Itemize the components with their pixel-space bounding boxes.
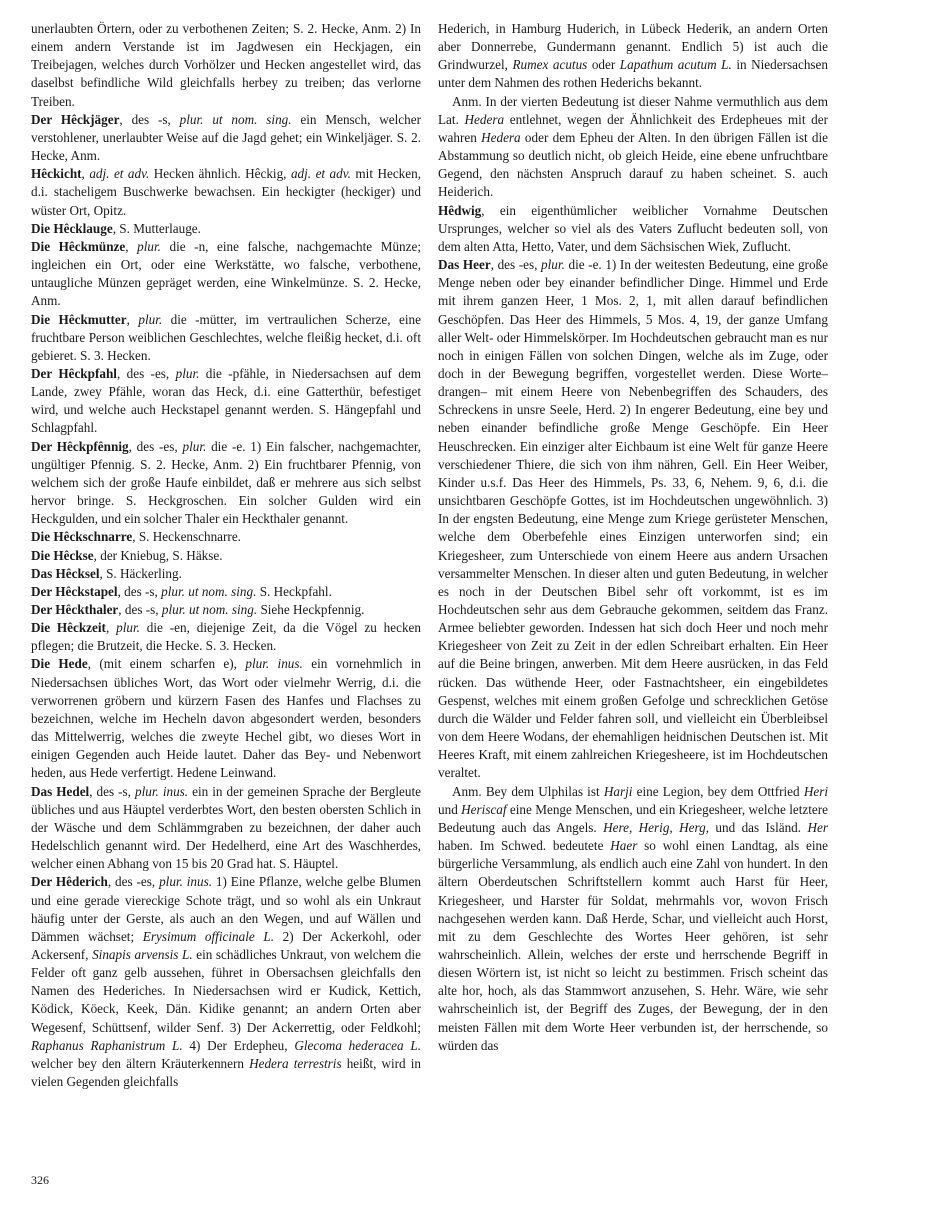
- entry-hecksel: Das Hêcksel, S. Häckerling.: [31, 565, 182, 581]
- entry-paragraph: unerlaubten Örtern, oder zu verbothenen Zeiten; S. 2. Hecke, Anm. 2) In einem andern Verstande ist im Jagdwesen ein Heckjagen, ein Treibejagen, welches durch Vorhölzer und Hecken angestellet wird, das daselbst befindliche Wild gleichfalls herbey zu treiben; das verlorne Treiben.: [31, 21, 421, 109]
- headword: Hêdwig: [438, 202, 482, 218]
- headword: Die Hêckzeit: [31, 620, 106, 636]
- italic-term: Hedera: [464, 111, 505, 127]
- headword: Der Hêckjäger: [31, 111, 120, 127]
- italic-term: Hedera: [481, 129, 521, 145]
- entry-heckmutter: Die Hêckmutter, plur. die -mütter, im vertraulichen Scherze, eine fruchtbare Person weiblichen Geschlechtes, welche fleißig hecket, d.i. oft gebieret. S. 3. Hecken.: [31, 311, 421, 363]
- entry-heckse: Die Hêckse, der Kniebug, S. Häkse.: [31, 547, 223, 563]
- headword: Hêckicht: [31, 166, 82, 182]
- italic-term: plur.: [175, 365, 200, 381]
- italic-term: plur.: [182, 438, 207, 454]
- entry-hede: Die Hede, (mit einem scharfen e), plur. inus. ein vornehmlich in Niedersachsen übliches Wort, das Wort oder vielmehr Werrig, d.i. die verworrenen gröbern und kürzern Fasen des Hanfes und Flachses zu bezeichnen, welche im Hecheln davon abgesondert werden, besonders das Mittelwerrig, welches die zweyte Hechel gibt, wo dieses Wort in einigen Gegenden auch Heide lautet. Daher das Bey- und Nebenwort heden, aus Hede verfertigt. Hedene Leinwand.: [31, 656, 421, 781]
- headword: Der Hêckpfahl: [31, 365, 117, 381]
- entry-hederich: Der Hêderich, des -es, plur. inus. 1) Eine Pflanze, welche gelbe Blumen und eine gerade viereckige Schote trägt, und so wohl als ein Unkraut häufig unter der Gerste, als auch an den Wegen, und auf Wällen und Dämmen wächset; Erysimum officinale L. 2) Der Ackerkohl, oder Ackersenf, Sinapis arvensis L. ein schädliches Unkraut, von welchem die Felder oft ganz gelb aussehen, führet in Obersachsen gleichfalls den Namen des Hederiches. In Niedersachsen wird er Kudick, Kettich, Ködick, Köeck, Keek, Dän. Kidike genannt; an andern Orten aber Wegesenf, Schüttsenf, wilder Senf. 3) Der Ackerrettig, oder Feldkohl; Raphanus Raphanistrum L. 4) Der Erdepheu, Glecoma hederacea L. welcher bey den ältern Kräuterkennern Hedera terrestris heißt, wird in vielen Gegenden gleichfalls: [31, 874, 422, 1090]
- italic-term: plur. ut nom. sing.: [161, 602, 258, 617]
- headword: Die Hêckse: [31, 547, 94, 563]
- italic-term: plur. inus.: [134, 783, 189, 799]
- entry-hecklauge: Die Hêcklauge, S. Mutterlauge.: [31, 220, 201, 236]
- italic-term: plur. inus.: [159, 874, 213, 890]
- italic-term: adj. et adv.: [89, 166, 150, 182]
- italic-term: Heriscaf: [461, 801, 507, 817]
- italic-term: Here, Herig, Herg,: [603, 819, 710, 835]
- italic-term: Her: [807, 819, 828, 835]
- entry-hederich-continued: Hederich, in Hamburg Huderich, in Lübeck Hederik, an andern Orten aber Donnerrebe, Gundermann genannt. Endlich 5) ist auch die Grindwurzel, Rumex acutus oder Lapathum acutum L. in Niedersachsen unter dem Nahmen des rothen Hederichs bekannt.: [438, 21, 828, 91]
- entry-hedel: Das Hedel, des -s, plur. inus. ein in der gemeinen Sprache der Bergleute übliches und aus Häuptel verderbtes Wort, den besten obersten Schlich in der Wäsche und dem Schlämmgraben zu bezeichnen, der daher auch Hedelschlich genannt wird. Der Hedelherd, eine Art des Waschherdes, welcher einen Abhang von 15 bis 20 Grad hat. S. Häuptel.: [31, 783, 422, 872]
- entry-heckpfennig: Der Hêckpfênnig, des -es, plur. die -e. 1) Ein falscher, nachgemachter, ungültiger Pfennig. S. 2. Hecke, Anm. 2) Ein fruchtbarer Pfennig, von welchem sich der große Haufe einbildet, daß er mehrere aus sich selbst hervor bringe. S. Heckgroschen. Ein solcher Gulden wird ein Heckgulden, und ein solcher Thaler ein Heckthaler genannt.: [31, 438, 421, 527]
- entry-heckicht: Hêckicht, adj. et adv. Hecken ähnlich. Hêckig, adj. et adv. mit Hecken, d.i. stacheligem Buschwerke bewachsen. Ein heckigter (heckiger) und wüster Ort, Opitz.: [31, 166, 422, 218]
- page-number: 326: [31, 1173, 49, 1187]
- italic-term: Rumex acutus: [512, 57, 588, 73]
- entry-heckjaeger: Der Hêckjäger, des -s, plur. ut nom. sing. ein Mensch, welcher verstohlener, unerlaubter Weise auf die Jagd gehet; ein Winkeljäger. S. 2. Hecke, Anm.: [31, 111, 421, 164]
- headword: Der Hêderich: [31, 874, 108, 890]
- italic-term: Heri: [803, 783, 828, 799]
- entry-hedwig: Hêdwig, ein eigenthümlicher weiblicher Vornahme Deutschen Ursprunges, welcher so viel als des Vaters Zuflucht bedeuten soll, von dem alten Atta, Hetto, Vater, und dem Sächsischen Wiek, Zuflucht.: [438, 202, 828, 254]
- italic-term: Harji: [603, 783, 633, 799]
- headword: Der Hêckthaler: [31, 602, 119, 617]
- italic-term: Glecoma hederacea L.: [294, 1037, 421, 1053]
- entry-heckpfahl: Der Hêckpfahl, des -es, plur. die -pfähle, in Niedersachsen auf dem Lande, zwey Pfähle, woran das Heck, d.i. eine Gatterthür, befestiget wird, und welche auch Heckstapel genannt werden. S. Hängepfahl und Schlagpfahl.: [31, 365, 421, 436]
- italic-term: Sinapis arvensis L.: [92, 946, 193, 962]
- headword: Das Heer: [438, 257, 491, 273]
- entry-heckmuenze: Die Hêckmünze, plur. die -n, eine falsche, nachgemachte Münze; ingleichen ein Ort, oder eine Werkstätte, wo falsche, verbothene, untaugliche Münzen gepräget werden, eine Winkelmünze. S. 2. Hecke, Anm.: [31, 238, 421, 309]
- entry-hederich-note: Anm. In der vierten Bedeutung ist dieser Nahme vermuthlich aus dem Lat. Hedera entlehnet, wegen der Ähnlichkeit des Erdepheues mit der wahren Hedera oder dem Epheu der Alten. In den übrigen Fällen ist die Abstammung so deutlich nicht, ob gleich Heide, eine ebene unfruchtbare Gegend, den nächsten Anspruch darauf zu haben scheinet. S. auch Heiderich.: [438, 93, 828, 200]
- italic-term: plur.: [138, 311, 163, 327]
- italic-term: Raphanus Raphanistrum L.: [31, 1037, 183, 1053]
- entry-heckstapel: Der Hêckstapel, des -s, plur. ut nom. sing. S. Heckpfahl.: [31, 583, 332, 599]
- headword: Der Hêckstapel: [31, 583, 118, 599]
- headword: Das Hedel: [31, 783, 90, 799]
- entry-heer: Das Heer, des -es, plur. die -e. 1) In der weitesten Bedeutung, eine große Menge neben oder bey einander befindlicher Dinge. Himmel und Erde mit ihrem ganzen Heer, 1 Mos. 2, 1, mit allen darauf befindlichen Geschöpfen. Das Heer des Himmels, 5 Mos. 4, 19, der ganze Umfang aller Welt- oder Himmelskörper. Im Hochdeutschen gebraucht man es nur noch in einigen Fällen von solchen Dingen, welche als im Zuge, oder doch in der Bewegung begriffen, vorgestellet werden. Diese Worte– drangen– mit einem Heere von Nebenbegriffen des Schauders, des Schreckens in unsre Seele, Herd. 2) In engerer Bedeutung, eine bey und neben einander befindliche große Menge Geschöpfe. Ein Heer Heuschrecken. Ein einziger alter Eichbaum ist eine Welt für ganze Heere verschiedener Thiere, die sich von ihm nähren, Gell. Ein Heer Weiber, Kinder u.s.f. Das Heer des Himmels, Ps. 33, 6, Nehem. 9, 6, d.i. die unsichtbaren Geschöpfe Gottes, ist im Hochdeutschen ungewöhnlich. 3) In der engsten Bedeutung, eine Menge zum Kriege gerüsteter Menschen, welche dem Oberbefehle eines Einzigen unterworfen sind; ein Kriegesheer, zum Unterschiede von einem Heere aus andern Ursachen versammelter Menschen. In dieser alten und guten Bedeutung, in welcher es noch in der Deutschen Bibel sehr oft vorkommt, ist es im Hochdeutschen sehr aus dem Gebrauche gekommen, seitdem das Franz. Armee beliebter geworden. Indessen hat sich doch Heer und noch mehr Kriegesheer von Zeit zu Zeit in der edlen Schreibart erhalten. Ein Heer auf die Beine bringen, anwerben. Mit dem Heere ausrücken, in das Feld rücken. Das wüthende Heer, oder Fastnachtsheer, ein eingebildetes Gespenst, welches mit einem großen Gefolge und schrecklichen Getöse durch die Wälder und Felder fahren soll, und vielleicht ein Überbleibsel von dem Heere Wodans, der ehemahligen heidnischen Deutschen ist. Mit Heeres Kraft, mit einem zahlreichen Kriegesheere, ist im Hochdeutschen veraltet.: [438, 257, 828, 781]
- entry-heckschnarre: Die Hêckschnarre, S. Heckenschnarre.: [31, 529, 241, 545]
- headword: Die Hêckschnarre: [31, 529, 133, 545]
- italic-term: plur.: [116, 620, 140, 636]
- headword: Der Hêckpfênnig: [31, 438, 129, 454]
- italic-term: plur.: [137, 238, 161, 254]
- italic-term: Hedera terrestris: [249, 1055, 342, 1071]
- entry-heckzeit: Die Hêckzeit, plur. die -en, diejenige Zeit, da die Vögel zu hecken pflegen; die Brutzeit, die Hecke. S. 3. Hecken.: [31, 620, 422, 654]
- headword: Das Hêcksel: [31, 565, 100, 581]
- headword: Die Hêcklauge: [31, 220, 113, 236]
- left-column: [31, 20, 421, 1091]
- entry-heer-note: Anm. Bey dem Ulphilas ist Harji eine Legion, bey dem Ottfried Heri und Heriscaf eine Menge Menschen, und ein Kriegesheer, welche letztere Bedeutung auch das Angels. Here, Herig, Herg, und das Isländ. Her haben. Im Schwed. bedeutete Haer so wohl einen Landtag, als eine bürgerliche Versammlung, als endlich auch eine Zahl von hundert. In den ältern Oberdeutschen Schriftstellern kommt auch Harst für Heer, Kriegesheer, und Harster für Soldat, mehrmahls vor, wovon Frisch nachgesehen werden kann. Daß Herde, Schar, und vielleicht auch Horst, mit zu dem Geschlechte des Wortes Heer gehören, ist sehr wahrscheinlich. Allein, welches der erste und herrschende Begriff in diesen Wörtern ist, ist nicht so leicht zu bestimmen. Frisch scheint das alte hor, hoch, als das Stammwort anzusehen, S. Hehr. Wäre, wie sehr wahrscheinlich ist, der Begriff des Zuges, der Bewegung, der in den meisten Fällen mit dem Worte Heer verbunden ist, der herrschende, so würden das: [438, 783, 828, 1053]
- italic-term: plur. inus.: [245, 656, 303, 672]
- italic-term: Erysimum officinale L.: [142, 928, 274, 944]
- right-column: [438, 20, 828, 1055]
- italic-term: plur. ut nom. sing.: [161, 583, 257, 599]
- headword: Die Hede: [31, 656, 88, 672]
- headword: Die Hêckmutter: [31, 311, 127, 327]
- italic-term: plur. ut nom. sing.: [179, 111, 292, 127]
- italic-term: plur.: [541, 257, 565, 273]
- entry-heckthaler: Der Hêckthaler, des -s, plur. ut nom. sing. Siehe Heckpfennig.: [31, 602, 365, 617]
- italic-term: adj. et adv.: [290, 166, 351, 182]
- italic-term: Lapathum acutum L.: [619, 57, 732, 73]
- italic-term: Haer: [610, 838, 638, 854]
- headword: Die Hêckmünze: [31, 238, 126, 254]
